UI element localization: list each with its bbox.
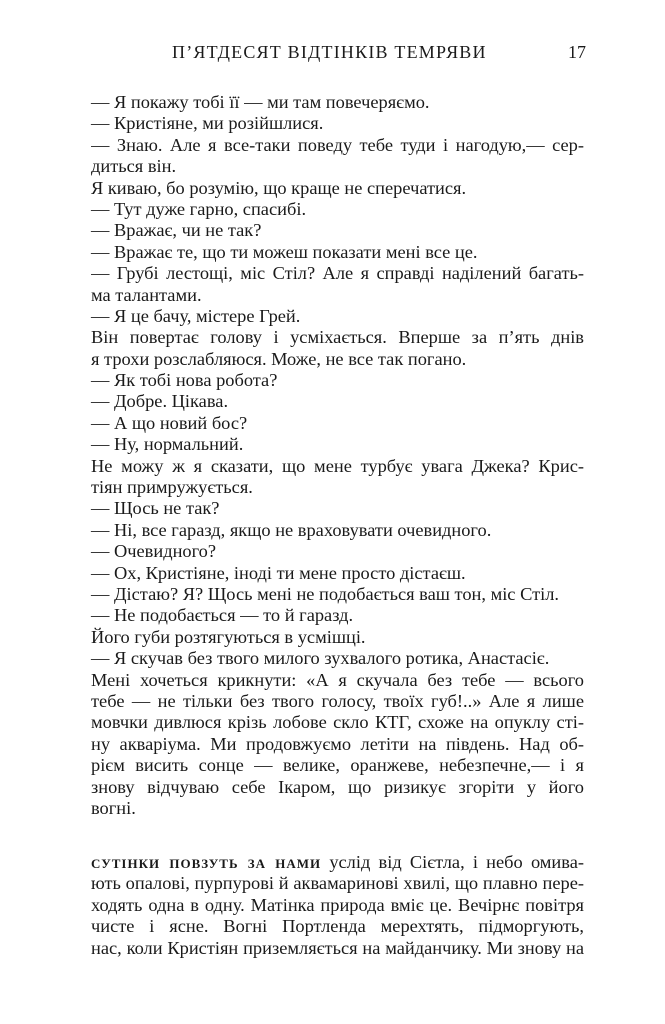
text-line: Він повертає голову і усміхається. Вперше за п’ять днів [91, 327, 584, 348]
text-line: — Як тобі нова робота? [91, 370, 278, 391]
section-text [91, 852, 584, 959]
section-first-line-rest: услід від Сієтла, і небо омива- [321, 852, 584, 872]
text-line: я трохи розслабляюся. Може, не все так погано. [91, 348, 467, 369]
text-line: — Щось не так? [91, 498, 220, 519]
section-lead-in: сутінки повзуть за нами [91, 852, 322, 872]
section-text-line: ходять одна в одну. Матінка природа вміє це. Вечірнє повітря [91, 894, 584, 915]
text-line: Я киваю, бо розумію, що краще не сперечатися. [91, 177, 467, 198]
text-line: вогні. [91, 797, 136, 818]
text-line: — Я це бачу, містере Грей. [91, 305, 301, 326]
text-line: — Вражає, чи не так? [91, 220, 262, 241]
section-text-line: нас, коли Кристіян приземляється на майданчику. Ми знову на [91, 937, 584, 958]
text-line: — Знаю. Але я все-таки поведу тебе туди і нагодую,— сер- [91, 134, 584, 155]
text-line: — Грубі лестощі, міс Стіл? Але я справді наділений багать- [91, 263, 584, 284]
text-line: Його губи розтягуються в усмішці. [91, 626, 366, 647]
body-text [91, 92, 584, 819]
section-first-line [91, 852, 584, 873]
text-line: ма талантами. [91, 284, 202, 305]
text-line: — Кристіяне, ми розійшлися. [91, 113, 324, 134]
text-line: — Ні, все гаразд, якщо не враховувати очевидного. [91, 519, 492, 540]
text-line: Мені хочеться крикнути: «А я скучала без тебе — всього [91, 669, 584, 690]
text-line: — А що новий бос? [91, 412, 248, 433]
text-line: — Не подобається — то й гаразд. [91, 605, 354, 626]
text-line: — Ну, нормальний. [91, 434, 244, 455]
text-line: диться він. [91, 156, 177, 177]
text-line: — Добре. Цікава. [91, 391, 229, 412]
text-line: — Тут дуже гарно, спасибі. [91, 198, 307, 219]
text-line: ну акваріума. Ми продовжуємо летіти на південь. Над об- [91, 733, 584, 754]
text-line: мовчки дивлюся крізь лобове скло КТГ, схоже на опуклу сті- [91, 712, 584, 733]
running-head-title: П’ЯТДЕСЯТ ВІДТІНКІВ ТЕМРЯВИ [172, 42, 487, 62]
text-line: Не можу ж я сказати, що мене турбує увага Джека? Крис- [91, 455, 584, 476]
text-line: — Дістаю? Я? Щось мені не подобається ваш тон, міс Стіл. [91, 583, 560, 604]
text-line: знову відчуваю себе Ікаром, що ризикує згоріти у його [91, 776, 584, 797]
text-line: — Я покажу тобі її — ми там повечеряємо. [91, 92, 430, 112]
section-text-line: чисте і ясне. Вогні Портленда мерехтять, підморгують, [91, 916, 584, 937]
text-line: тебе — не тільки без твого голосу, твоїх губ!..» Але я лише [91, 690, 584, 711]
text-line: — Я скучав без твого милого зухвалого ротика, Анастасіє. [91, 648, 550, 669]
page-number: 17 [568, 42, 586, 62]
section-text-line: ють опалові, пурпурові й аквамаринові хвилі, що плавно пере- [91, 873, 584, 894]
text-line: — Очевидного? [91, 541, 217, 562]
text-line: — Вражає те, що ти можеш показати мені все це. [91, 241, 478, 262]
text-line: — Ох, Кристіяне, іноді ти мене просто дістаєш. [91, 562, 466, 583]
text-line: рієм висить сонце — велике, оранжеве, небезпечне,— і я [91, 755, 584, 776]
text-line: тіян примружується. [91, 477, 253, 498]
